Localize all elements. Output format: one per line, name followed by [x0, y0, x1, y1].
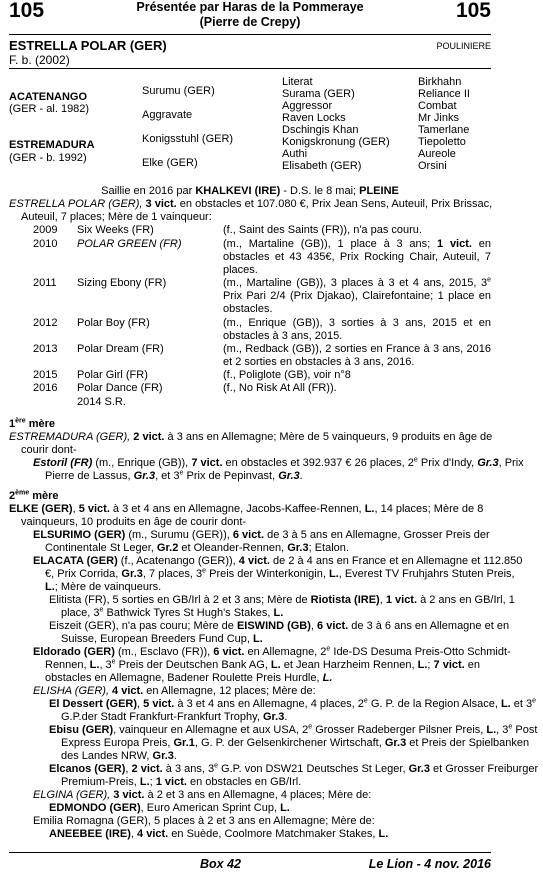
horse-name: ESTRELLA POLAR (GER)	[9, 38, 167, 53]
produce-row	[9, 317, 491, 344]
first-dam-record: ESTREMADURA (GER), 2 vict. à 3 ans en Allemagne; Mère de 5 vainqueurs, 9 produits en âge de courir dont-	[9, 431, 493, 456]
pedigree-gen3: Elisabeth (GER)	[282, 160, 362, 172]
produce-row	[9, 396, 491, 409]
pedigree-dam-info: (GER - b. 1992)	[9, 152, 87, 164]
pedigree-gen3: Raven Locks	[282, 112, 346, 124]
produce-desc: (m., Redback (GB)), 2 sorties en France à 3 ans, 2016 et 2 sorties en obstacles à 3 ans, 2016.	[223, 343, 491, 368]
record-name: ESTRELLA POLAR (GER),	[9, 198, 143, 210]
pedigree-gen4: Aureole	[418, 148, 456, 160]
pedigree-gen2: Elke (GER)	[142, 157, 198, 169]
pedigree-gen4: Combat	[418, 100, 457, 112]
produce-elsurimo: ELSURIMO (GER) (m., Surumu (GER)), 6 vict. de 3 à 5 ans en Allemagne, Grosser Preis der Continentale St Leger, Gr.2 et Oleander-Rennen, Gr.3; Etalon.	[33, 529, 490, 554]
footer-divider	[9, 852, 491, 853]
pedigree-gen3: Aggressor	[282, 100, 333, 112]
pedigree-gen3: Surama (GER)	[282, 88, 355, 100]
produce-emilia-romagna: Emilia Romagna (GER), 5 places à 2 et 3 ans en Allemagne; Mère de:	[33, 815, 375, 827]
horse-category: POULINIERE	[436, 41, 491, 51]
covering-stallion: KHALKEVI (IRE)	[195, 185, 281, 197]
produce-elisha: ELISHA (GER), 4 vict. en Allemagne, 12 places; Mère de:	[33, 685, 316, 697]
header-divider	[9, 34, 491, 35]
produce-el-dessert: El Dessert (GER), 5 vict. à 3 et 4 ans en Allemagne, 4 places, 2e G. P. de la Region Alsace, L. et 3e G.P.der Stadt Frankfurt-Frankfurt Trophy, Gr.3.	[49, 697, 537, 723]
pedigree-gen3: Authi	[282, 148, 308, 160]
pedigree-gen3: Literat	[282, 76, 313, 88]
produce-row	[9, 238, 491, 278]
pedigree-gen4: Tiepoletto	[418, 136, 466, 148]
produce-elgina: ELGINA (GER), 3 vict. à 2 et 3 ans en Allemagne, 4 places; Mère de:	[33, 789, 372, 801]
produce-ebisu: Ebisu (GER), vainqueur en Allemagne et aux USA, 2e Grosser Radeberger Pilsner Preis, L., 3e Post Express Europa Preis, Gr.1, G. P. der Gelsenkirchener Wirtschaft, Gr.3 et Preis der Spielbanken des Landes NRW, Gr.3.	[49, 723, 538, 762]
produce-year: 2013	[33, 343, 58, 355]
consignor-line1: Présentée par Haras de la Pommeraye	[136, 0, 364, 14]
consignor-line2: (Pierre de Crepy)	[199, 15, 301, 29]
produce-desc: (f., Poliglote (GB), voir n°8	[223, 369, 351, 381]
covering-line	[0, 185, 500, 198]
section-first-dam: 1ère mère	[9, 417, 55, 430]
produce-year: 2010	[33, 238, 58, 250]
produce-year: 2016	[33, 382, 58, 394]
pedigree-gen2: Aggravate	[142, 109, 193, 121]
produce-eiszeit: Eiszeit (GER), n'a pas couru; Mère de EISWIND (GB), 6 vict. de 3 à 6 ans en Allemagne et en Suisse, European Breeders Fund Cup, L.	[49, 620, 510, 645]
footer-box: Box 42	[200, 857, 241, 871]
pedigree-gen3: Konigskronung (GER)	[282, 136, 390, 148]
produce-row	[9, 382, 491, 395]
produce-eldorado: Eldorado (GER) (m., Esclavo (FR)), 6 vict. en Allemagne, 2e Ide-DS Desuma Preis-Otto Schmidt-Rennen, L., 3e Preis der Deutschen Bank AG, L. et Jean Harzheim Rennen, L.; 7 vict. en obstacles en Allemagne, Badener Roulette Preis Hurdle, L.	[33, 645, 511, 684]
lot-number-right: 105	[455, 0, 491, 22]
produce-edmondo: EDMONDO (GER), Euro American Sprint Cup, L.	[49, 802, 290, 814]
pedigree-gen4: Tamerlane	[418, 124, 470, 136]
produce-row	[9, 343, 491, 370]
produce-year: 2012	[33, 317, 58, 329]
produce-name: POLAR GREEN (FR)	[77, 238, 182, 250]
produce-row	[9, 369, 491, 382]
produce-row	[9, 277, 491, 317]
record-wins: 3 vict.	[142, 198, 177, 210]
produce-year: 2014 S.R.	[77, 396, 126, 408]
pedigree-gen2: Konigsstuhl (GER)	[142, 133, 234, 145]
pedigree-gen4: Orsini	[418, 160, 447, 172]
produce-desc: (m., Martaline (GB)), 3 places à 3 et 4 ans, 2015, 3e Prix Pari 2/4 (Prix Djakao), Clairefontaine; 1 place en obstacles.	[223, 276, 491, 315]
produce-elacata: ELACATA (GER) (f., Acatenango (GER)), 4 vict. de 2 à 4 ans en France et en Allemagne et 112.850 €, Prix Corrida, Gr.3, 7 places, 3e Preis der Winterkonigin, L., Everest TV Fruhjahrs Stuten Preis, L.; Mère de vainqueurs.	[33, 555, 523, 593]
produce-name: Polar Girl (FR)	[77, 369, 148, 381]
produce-row	[9, 224, 491, 237]
lot-number-left: 105	[9, 0, 45, 22]
produce-desc: (m., Enrique (GB)), 3 sorties à 3 ans, 2015 et en obstacles à 3 ans, 2015.	[223, 317, 491, 342]
pedigree-gen4: Birkhahn	[418, 76, 462, 88]
first-dam-produce: Estoril (FR) (m., Enrique (GB)), 7 vict. en obstacles et 392.937 € 26 places, 2e Prix d'Indy, Gr.3, Prix Pierre de Lassus, Gr.3, et 3e Prix de Pepinvast, Gr.3.	[33, 456, 524, 482]
produce-elitista: Elitista (FR), 5 sorties en GB/Irl à 2 et 3 ans; Mère de Riotista (IRE), 1 vict. à 2 ans en GB/Irl, 1 place, 3e Bathwick Tyres St Hugh's Stakes, L.	[49, 594, 515, 619]
pedigree-gen4: Mr Jinks	[418, 112, 459, 124]
covering-prefix: Saillie en 2016 par	[101, 185, 196, 197]
produce-desc: (f., Saint des Saints (FR)), n'a pas couru.	[223, 224, 422, 236]
horse-details: F. b. (2002)	[9, 53, 70, 67]
pedigree-gen3: Dschingis Khan	[282, 124, 359, 136]
produce-name: Polar Boy (FR)	[77, 317, 150, 329]
race-record	[9, 198, 503, 224]
produce-year: 2009	[33, 224, 58, 236]
pedigree-dam: ESTREMADURA	[9, 139, 95, 151]
covering-status: PLEINE	[359, 185, 399, 197]
produce-name: Sizing Ebony (FR)	[77, 277, 167, 289]
pedigree-gen4: Reliance II	[418, 88, 470, 100]
footer-sale: Le Lion - 4 nov. 2016	[368, 857, 491, 871]
record-text: en obstacles et 107.080 €, Prix Jean Sens, Auteuil, Prix Brissac, Auteuil, 7 places; Mère de 1 vainqueur:	[21, 198, 493, 223]
produce-year: 2011	[33, 277, 57, 289]
produce-year: 2015	[33, 369, 58, 381]
produce-name: Polar Dream (FR)	[77, 343, 164, 355]
produce-name: Six Weeks (FR)	[77, 224, 154, 236]
produce-aneebee: ANEEBEE (IRE), 4 vict. en Suède, Coolmore Matchmaker Stakes, L.	[49, 828, 389, 840]
pedigree-sire-info: (GER - al. 1982)	[9, 103, 90, 115]
pedigree-gen2: Surumu (GER)	[142, 85, 215, 97]
pedigree-sire: ACATENANGO	[9, 91, 88, 103]
produce-desc: (f., No Risk At All (FR)).	[223, 382, 337, 394]
produce-elcanos: Elcanos (GER), 2 vict. à 3 ans, 3e G.P. von DSW21 Deutsches St Leger, Gr.3 et Grosser Freiburger Premium-Preis, L.; 1 vict. en obstacles en GB/Irl.	[49, 762, 539, 788]
name-divider	[9, 68, 491, 69]
produce-desc: (m., Martaline (GB)), 1 place à 3 ans; 1 vict. en obstacles et 43 435€, Prix Rocking Chair, Auteuil, 7 places.	[223, 238, 491, 276]
produce-name: Polar Dance (FR)	[77, 382, 163, 394]
second-dam-record: ELKE (GER), 5 vict. à 3 et 4 ans en Allemagne, Jacobs-Kaffee-Rennen, L., 14 places; Mère de 8 vainqueurs, 10 produits en âge de courir dont-	[9, 503, 484, 528]
section-second-dam: 2ème mère	[9, 489, 59, 502]
covering-middle: - D.S. le 8 mai;	[280, 185, 360, 197]
